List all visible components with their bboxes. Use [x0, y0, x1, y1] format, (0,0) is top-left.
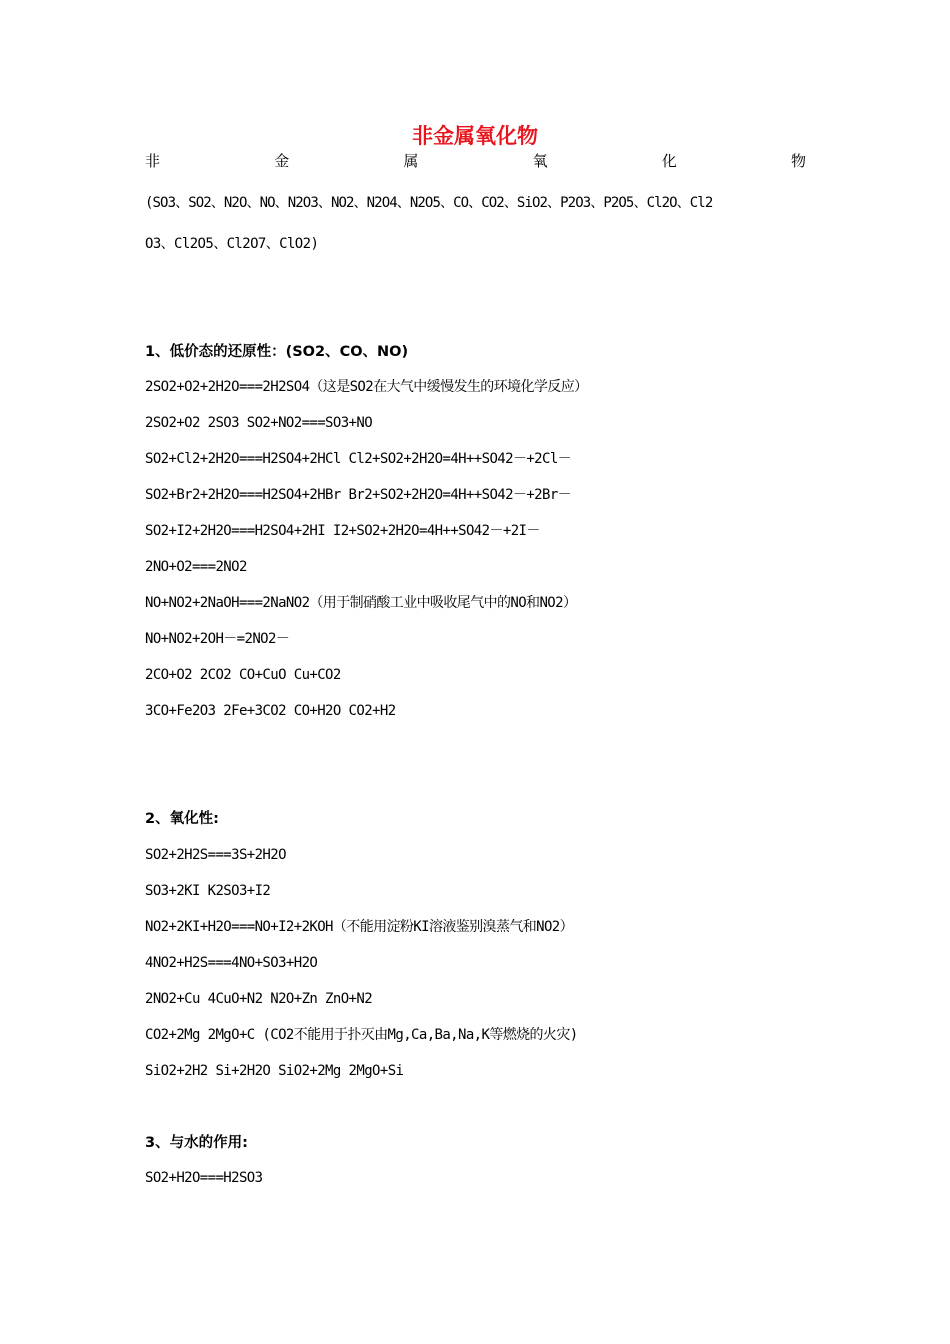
equation-line: SO2+Br2+2H2O===H2SO4+2HBr Br2+SO2+2H2O=4H++SO42－+2Br－ [145, 487, 572, 503]
equation-line: NO+NO2+2OH－=2NO2－ [145, 631, 290, 647]
equation-line: 3CO+Fe2O3 2Fe+3CO2 CO+H2O CO2+H2 [145, 703, 396, 719]
intro-line-2: O3、Cl2O5、Cl2O7、ClO2) [145, 236, 319, 252]
section-1-heading: 1、低价态的还原性：(SO2、CO、NO) [145, 344, 409, 360]
equation-line: NO2+2KI+H2O===NO+I2+2KOH（不能用淀粉KI溶液鉴别溴蒸气和NO2） [145, 919, 574, 935]
equation-line: 2SO2+O2 2SO3 SO2+NO2===SO3+NO [145, 415, 373, 431]
subtitle-char: 氧 [532, 152, 548, 170]
subtitle-char: 金 [274, 152, 290, 170]
section-2-heading: 2、氧化性: [145, 811, 219, 827]
subtitle-char: 属 [403, 152, 419, 170]
equation-line: SO2+Cl2+2H2O===H2SO4+2HCl Cl2+SO2+2H2O=4H++SO42－+2Cl－ [145, 451, 572, 467]
subtitle-char: 非 [145, 152, 161, 170]
equation-line: 2NO+O2===2NO2 [145, 559, 247, 575]
subtitle-char: 化 [661, 152, 677, 170]
equation-line: SO2+H2O===H2SO3 [145, 1170, 263, 1186]
equation-line: 4NO2+H2S===4NO+SO3+H2O [145, 955, 318, 971]
equation-line: SiO2+2H2 Si+2H2O SiO2+2Mg 2MgO+Si [145, 1063, 404, 1079]
equation-line: SO2+2H2S===3S+2H2O [145, 847, 286, 863]
intro-line-1: (SO3、SO2、N2O、NO、N2O3、NO2、N2O4、N2O5、CO、CO2、SiO2、P2O3、P2O5、Cl2O、Cl2 [145, 195, 713, 211]
equation-line: CO2+2Mg 2MgO+C (CO2不能用于扑灭由Mg,Ca,Ba,Na,K等燃烧的火灾) [145, 1027, 578, 1043]
spaced-subtitle [145, 150, 806, 172]
equation-line: 2CO+O2 2CO2 CO+CuO Cu+CO2 [145, 667, 341, 683]
equation-line: SO2+I2+2H2O===H2SO4+2HI I2+SO2+2H2O=4H++SO42－+2I－ [145, 523, 540, 539]
page-title: 非金属氧化物 [412, 124, 538, 148]
subtitle-char: 物 [790, 152, 806, 170]
section-3-heading: 3、与水的作用: [145, 1135, 248, 1151]
equation-line: 2SO2+O2+2H2O===2H2SO4（这是SO2在大气中缓慢发生的环境化学反应） [145, 379, 588, 395]
equation-line: SO3+2KI K2SO3+I2 [145, 883, 271, 899]
equation-line: 2NO2+Cu 4CuO+N2 N2O+Zn ZnO+N2 [145, 991, 373, 1007]
equation-line: NO+NO2+2NaOH===2NaNO2（用于制硝酸工业中吸收尾气中的NO和NO2） [145, 595, 577, 611]
